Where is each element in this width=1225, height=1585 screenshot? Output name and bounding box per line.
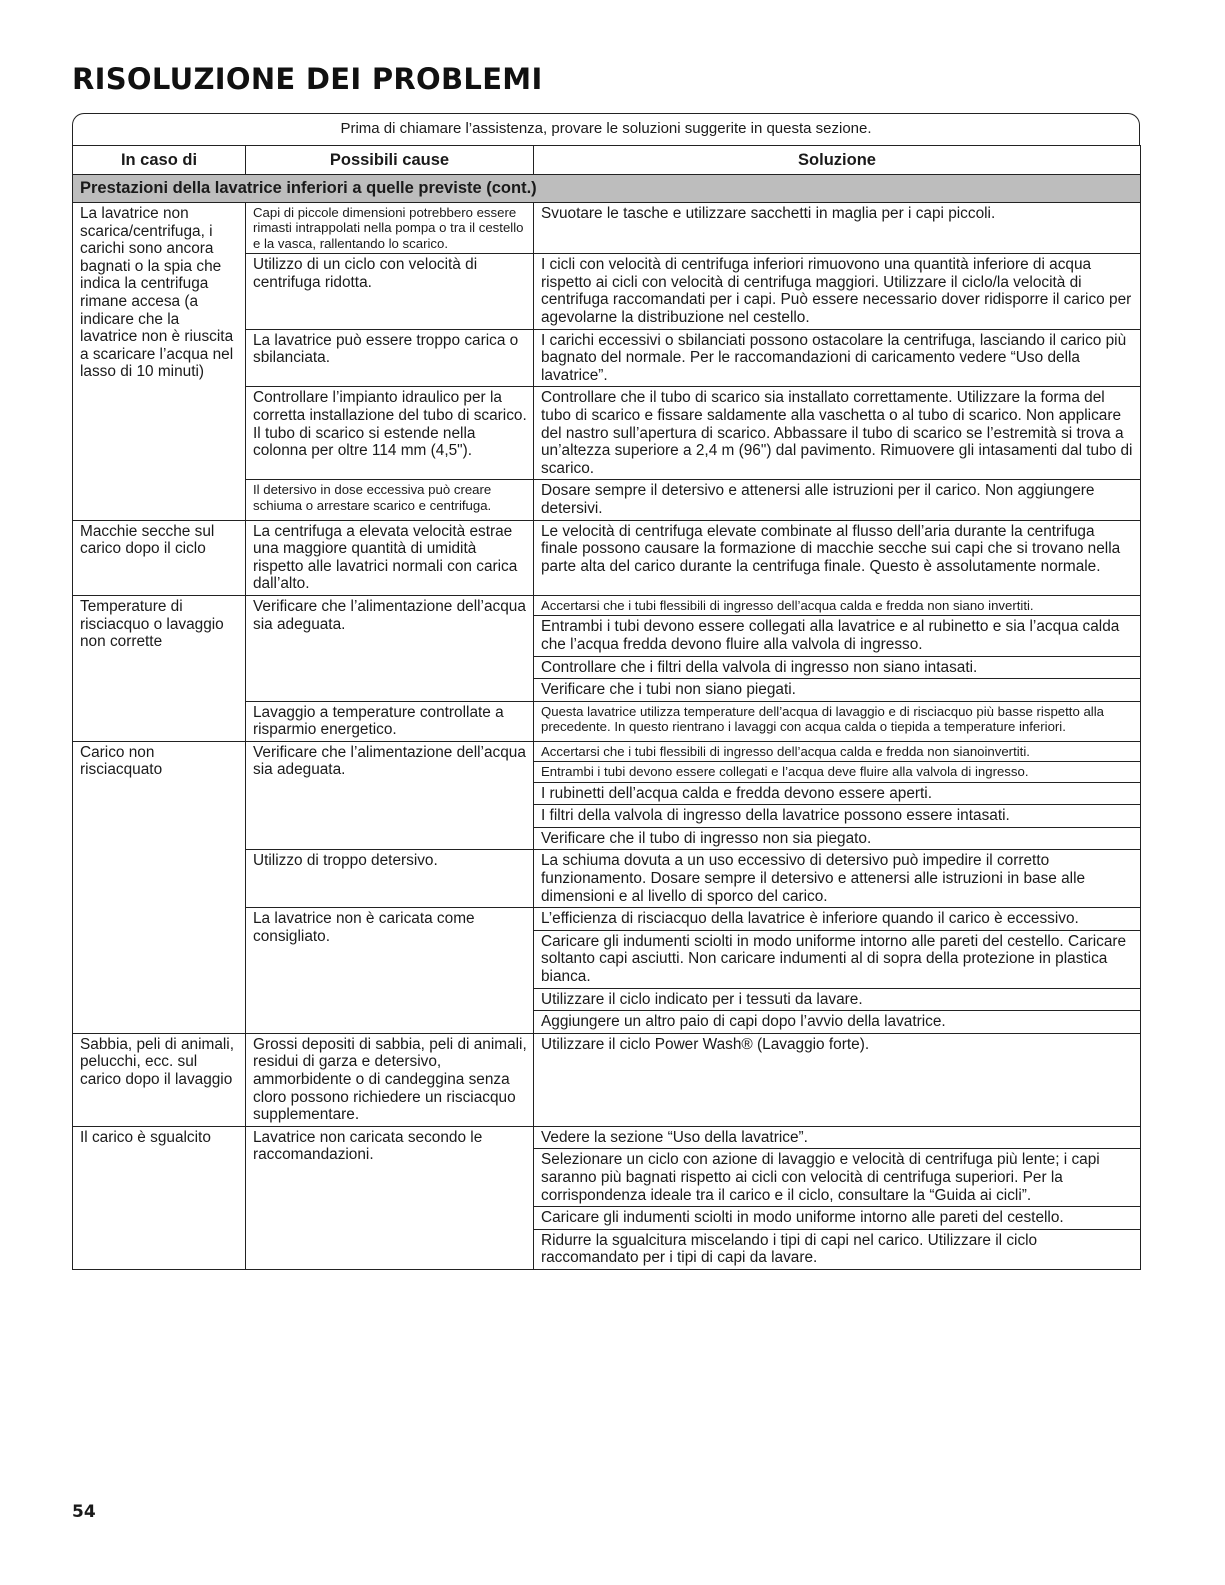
table-row xyxy=(73,1033,1141,1126)
solution-cell: Caricare gli indumenti sciolti in modo uniforme intorno alle pareti del cestello. xyxy=(534,1207,1141,1230)
table-body xyxy=(73,175,1141,1270)
cause-cell: La centrifuga a elevata velocità estrae una maggiore quantità di umidità rispetto alle lavatrici normali con carica dall’alto. xyxy=(246,520,534,595)
section-band-label: Prestazioni della lavatrice inferiori a quelle previste (cont.) xyxy=(73,175,1141,203)
cause-cell: Lavatrice non caricata secondo le raccomandazioni. xyxy=(246,1126,534,1269)
solution-cell: I carichi eccessivi o sbilanciati possono ostacolare la centrifuga, lasciando il carico più bagnato del normale. Per le raccomandazioni di caricamento vedere “Uso della lavatrice”. xyxy=(534,329,1141,387)
cause-cell: La lavatrice può essere troppo carica o sbilanciata. xyxy=(246,329,534,387)
solution-cell: Utilizzare il ciclo Power Wash® (Lavaggio forte). xyxy=(534,1033,1141,1126)
solution-cell: Controllare che i filtri della valvola di ingresso non siano intasati. xyxy=(534,656,1141,679)
header-solution: Soluzione xyxy=(534,146,1141,175)
problem-cell: La lavatrice non scarica/centrifuga, i carichi sono ancora bagnati o la spia che indica la centrifuga rimane accesa (a indicare che la lavatrice non è riuscita a scaricare l’acqua nel lasso di 10 minuti) xyxy=(73,203,246,521)
solution-cell: Dosare sempre il detersivo e attenersi alle istruzioni per il carico. Non aggiungere detersivi. xyxy=(534,480,1141,520)
table-row xyxy=(73,1126,1141,1149)
solution-cell: Aggiungere un altro paio di capi dopo l’avvio della lavatrice. xyxy=(534,1011,1141,1034)
solution-cell: Svuotare le tasche e utilizzare sacchetti in maglia per i capi piccoli. xyxy=(534,203,1141,254)
problem-cell: Sabbia, peli di animali, pelucchi, ecc. sul carico dopo il lavaggio xyxy=(73,1033,246,1126)
problem-cell: Il carico è sgualcito xyxy=(73,1126,246,1269)
page-number: 54 xyxy=(72,1502,96,1522)
table-row xyxy=(73,203,1141,254)
section-band xyxy=(73,175,1141,203)
solution-cell: I rubinetti dell’acqua calda e fredda devono essere aperti. xyxy=(534,782,1141,805)
solution-cell: I cicli con velocità di centrifuga inferiori rimuovono una quantità inferiore di acqua rispetto ai cicli con velocità di centrifuga maggiori. Utilizzare il ciclo/la velocità di centrifuga raccomandati per i capi. Può essere necessario dover ridisporre il carico per agevolarne la distribuzione nel cestello. xyxy=(534,254,1141,329)
header-cause: Possibili cause xyxy=(246,146,534,175)
cause-cell: Verificare che l’alimentazione dell’acqua sia adeguata. xyxy=(246,741,534,850)
cause-cell: Utilizzo di troppo detersivo. xyxy=(246,850,534,908)
solution-cell: L’efficienza di risciacquo della lavatrice è inferiore quando il carico è eccessivo. xyxy=(534,908,1141,931)
solution-cell: Entrambi i tubi devono essere collegati alla lavatrice e al rubinetto e sia l’acqua calda che l’acqua fredda devono fluire alla valvola di ingresso. xyxy=(534,616,1141,656)
header-row xyxy=(73,146,1141,175)
solution-cell: Accertarsi che i tubi flessibili di ingresso dell’acqua calda e fredda non sianoinvertiti. xyxy=(534,741,1141,761)
cause-cell: La lavatrice non è caricata come consigliato. xyxy=(246,908,534,1034)
intro-text: Prima di chiamare l’assistenza, provare le soluzioni suggerite in questa sezione. xyxy=(72,113,1140,145)
solution-cell: Verificare che i tubi non siano piegati. xyxy=(534,679,1141,702)
table-row xyxy=(73,595,1141,615)
solution-cell: Vedere la sezione “Uso della lavatrice”. xyxy=(534,1126,1141,1149)
solution-cell: Questa lavatrice utilizza temperature dell’acqua di lavaggio e di risciacquo più basse rispetto alla precedente. In questo rientrano i lavaggi con acqua calda o tiepida a temperature inferiori. xyxy=(534,701,1141,741)
table-row xyxy=(73,741,1141,761)
page-title: RISOLUZIONE DEI PROBLEMI xyxy=(72,62,543,96)
solution-cell: Caricare gli indumenti sciolti in modo uniforme intorno alle pareti del cestello. Caricare soltanto capi asciutti. Non caricare indumenti al di sopra della protezione in plastica bianca. xyxy=(534,930,1141,988)
problem-cell: Temperature di risciacquo o lavaggio non corrette xyxy=(73,595,246,741)
solution-cell: I filtri della valvola di ingresso della lavatrice possono essere intasati. xyxy=(534,805,1141,828)
header-problem: In caso di xyxy=(73,146,246,175)
troubleshooting-table-container xyxy=(72,113,1140,1270)
solution-cell: Verificare che il tubo di ingresso non sia piegato. xyxy=(534,827,1141,850)
troubleshooting-table xyxy=(72,145,1141,1270)
solution-cell: Accertarsi che i tubi flessibili di ingresso dell’acqua calda e fredda non siano invertiti. xyxy=(534,595,1141,615)
solution-cell: Le velocità di centrifuga elevate combinate al flusso dell’aria durante la centrifuga finale possono causare la formazione di macchie secche sui capi che si trovano nella parte alta del carico durante la centrifuga finale. Questo è assolutamente normale. xyxy=(534,520,1141,595)
solution-cell: La schiuma dovuta a un uso eccessivo di detersivo può impedire il corretto funzionamento. Dosare sempre il detersivo e attenersi alle istruzioni in base alle dimensioni e al livello di sporco del carico. xyxy=(534,850,1141,908)
problem-cell: Macchie secche sul carico dopo il ciclo xyxy=(73,520,246,595)
problem-cell: Carico non risciacquato xyxy=(73,741,246,1033)
solution-cell: Controllare che il tubo di scarico sia installato correttamente. Utilizzare la forma del tubo di scarico e fissare saldamente alla vaschetta o al tubo di scarico. Non applicare del nastro sull’apertura di scarico. Abbassare il tubo di scarico se l’estremità si trova a un’altezza superiore a 2,4 m (96") dal pavimento. Rimuovere gli intasamenti dal tubo di scarico. xyxy=(534,387,1141,480)
cause-cell: Verificare che l’alimentazione dell’acqua sia adeguata. xyxy=(246,595,534,701)
cause-cell: Controllare l’impianto idraulico per la corretta installazione del tubo di scarico. Il tubo di scarico si estende nella colonna per oltre 114 mm (4,5"). xyxy=(246,387,534,480)
solution-cell: Ridurre la sgualcitura miscelando i tipi di capi nel carico. Utilizzare il ciclo raccomandato per i tipi di capi da lavare. xyxy=(534,1229,1141,1269)
solution-cell: Utilizzare il ciclo indicato per i tessuti da lavare. xyxy=(534,988,1141,1011)
cause-cell: Capi di piccole dimensioni potrebbero essere rimasti intrappolati nella pompa o tra il cestello e la vasca, rallentando lo scarico. xyxy=(246,203,534,254)
cause-cell: Lavaggio a temperature controllate a risparmio energetico. xyxy=(246,701,534,741)
cause-cell: Grossi depositi di sabbia, peli di animali, residui di garza e detersivo, ammorbidente o di candeggina senza cloro possono richiedere un risciacquo supplementare. xyxy=(246,1033,534,1126)
cause-cell: Utilizzo di un ciclo con velocità di centrifuga ridotta. xyxy=(246,254,534,329)
cause-cell: Il detersivo in dose eccessiva può creare schiuma o arrestare scarico e centrifuga. xyxy=(246,480,534,520)
solution-cell: Entrambi i tubi devono essere collegati e l’acqua deve fluire alla valvola di ingresso. xyxy=(534,762,1141,782)
table-row xyxy=(73,520,1141,595)
solution-cell: Selezionare un ciclo con azione di lavaggio e velocità di centrifuga più lente; i capi saranno più bagnati rispetto ai cicli con velocità di centrifuga superiori. Per la corrispondenza ideale tra il carico e il ciclo, consultare la “Guida ai cicli”. xyxy=(534,1149,1141,1207)
